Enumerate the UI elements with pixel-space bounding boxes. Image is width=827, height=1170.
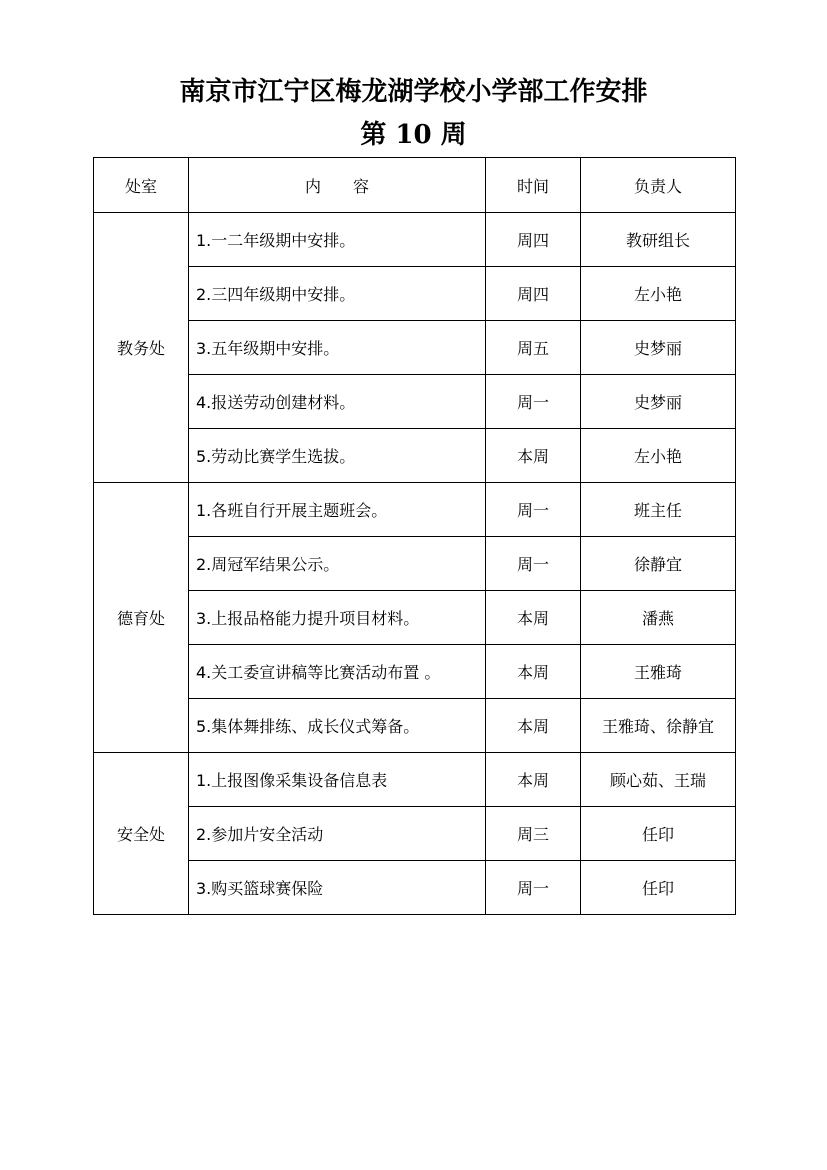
schedule-table [93, 157, 736, 915]
dept-cell-moral: 德育处 [94, 483, 189, 753]
person-cell: 潘燕 [581, 591, 736, 645]
content-cell: 4.报送劳动创建材料。 [189, 375, 486, 429]
content-cell: 1.各班自行开展主题班会。 [189, 483, 486, 537]
table-row [94, 213, 736, 267]
time-cell: 本周 [486, 645, 581, 699]
dept-cell-safety: 安全处 [94, 753, 189, 915]
person-cell: 顾心茹、王瑞 [581, 753, 736, 807]
person-cell: 左小艳 [581, 429, 736, 483]
table-row [94, 483, 736, 537]
table-row [94, 267, 736, 321]
header-dept: 处室 [94, 158, 189, 213]
content-cell: 2.三四年级期中安排。 [189, 267, 486, 321]
time-cell: 本周 [486, 429, 581, 483]
table-row [94, 591, 736, 645]
time-cell: 周四 [486, 267, 581, 321]
time-cell: 本周 [486, 699, 581, 753]
person-cell: 史梦丽 [581, 321, 736, 375]
time-cell: 周一 [486, 537, 581, 591]
header-person: 负责人 [581, 158, 736, 213]
table-row [94, 753, 736, 807]
table-row [94, 699, 736, 753]
table-row [94, 861, 736, 915]
document-title: 南京市江宁区梅龙湖学校小学部工作安排 [179, 77, 648, 107]
content-cell: 3.上报品格能力提升项目材料。 [189, 591, 486, 645]
time-cell: 周一 [486, 483, 581, 537]
content-cell: 3.购买篮球赛保险 [189, 861, 486, 915]
time-cell: 本周 [486, 591, 581, 645]
person-cell: 任印 [581, 861, 736, 915]
time-cell: 本周 [486, 753, 581, 807]
person-cell: 徐静宜 [581, 537, 736, 591]
time-cell: 周四 [486, 213, 581, 267]
table-header-row [94, 158, 736, 213]
content-cell: 3.五年级期中安排。 [189, 321, 486, 375]
content-cell: 5.集体舞排练、成长仪式筹备。 [189, 699, 486, 753]
header-time: 时间 [486, 158, 581, 213]
content-cell: 2.周冠军结果公示。 [189, 537, 486, 591]
header-content: 内 容 [189, 158, 486, 213]
content-cell: 1.一二年级期中安排。 [189, 213, 486, 267]
time-cell: 周五 [486, 321, 581, 375]
person-cell: 任印 [581, 807, 736, 861]
time-cell: 周一 [486, 375, 581, 429]
person-cell: 史梦丽 [581, 375, 736, 429]
content-cell: 2.参加片安全活动 [189, 807, 486, 861]
person-cell: 左小艳 [581, 267, 736, 321]
content-cell: 5.劳动比赛学生选拔。 [189, 429, 486, 483]
week-label: 第 10 周 [360, 120, 467, 150]
table-row [94, 645, 736, 699]
table-row [94, 429, 736, 483]
dept-cell-academic: 教务处 [94, 213, 189, 483]
person-cell: 王雅琦 [581, 645, 736, 699]
person-cell: 王雅琦、徐静宜 [581, 699, 736, 753]
person-cell: 班主任 [581, 483, 736, 537]
table-row [94, 807, 736, 861]
time-cell: 周三 [486, 807, 581, 861]
content-cell: 1.上报图像采集设备信息表 [189, 753, 486, 807]
table-row [94, 375, 736, 429]
content-cell: 4.关工委宣讲稿等比赛活动布置 。 [189, 645, 486, 699]
table-row [94, 537, 736, 591]
table-row [94, 321, 736, 375]
person-cell: 教研组长 [581, 213, 736, 267]
time-cell: 周一 [486, 861, 581, 915]
